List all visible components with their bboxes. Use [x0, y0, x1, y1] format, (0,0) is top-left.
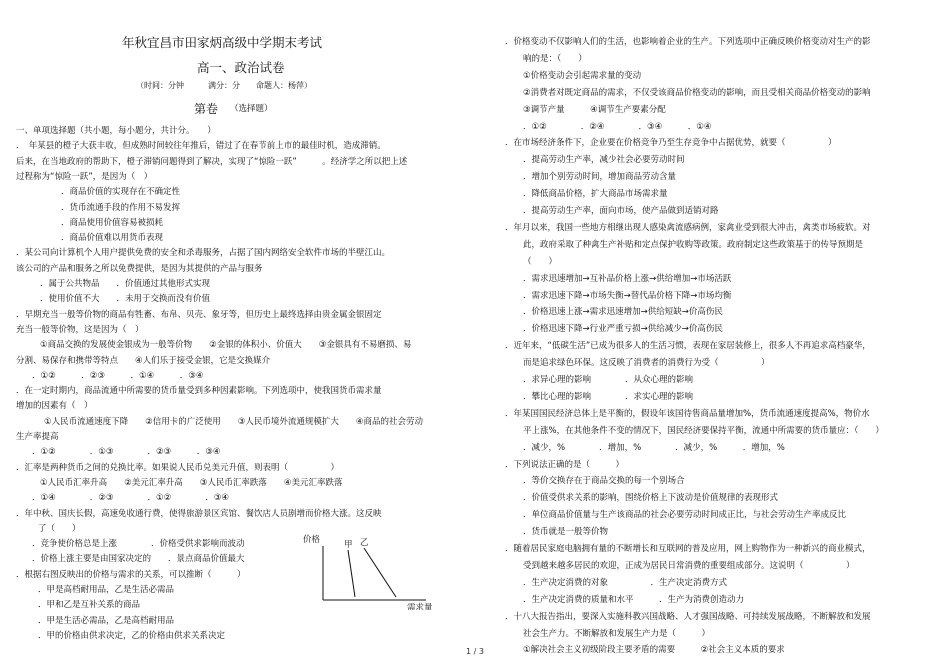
text-line: 而是追求绿色环保。这反映了消费者的消费行为受（ ） — [523, 358, 770, 369]
text-line: 生产率提高 — [16, 432, 59, 442]
text-line: ③调节产量 ④调节生产要素分配 — [523, 104, 666, 115]
text-line: ．甲的价格由供求决定，乙的价格由供求关系决定 — [38, 630, 226, 641]
text-line: 响的是：（ ） — [523, 53, 587, 64]
text-line: ．降低商品价格，扩大商品市场需求量 — [523, 189, 668, 200]
text-line: ①价格变动会引起需求量的变动 — [523, 70, 642, 81]
price-demand-figure — [300, 528, 440, 610]
text-line: ①商品交换的发展使金银成为一般等价物 ②金银的体积小、价值大 ③金银具有不易磨损、易 — [40, 340, 412, 351]
text-line: 该公司的产品和服务之所以免费提供，是因为其提供的产品与服务 — [16, 263, 263, 274]
section-note: （选择题） — [230, 104, 273, 114]
text-line: ．提高劳动生产率，减少社会必要劳动时间 — [523, 155, 685, 166]
curve-b — [364, 548, 396, 597]
text-line: ．求异心理的影响 ．从众心理的影响 — [523, 375, 694, 385]
text-line: ．增加个别劳动时间，增加商品劳动含量 — [523, 172, 677, 183]
text-line: ．价格变动不仅影响人们的生活，也影响着企业的生产。下列选项中正确反映价格变动对生产的影 — [505, 37, 871, 47]
text-line: ．甲和乙是互补关系的商品 — [38, 600, 141, 611]
text-line: ．在一定时期内，商品流通中所需要的货币量受到多种因素影响。下列选项中，使我国货币需求量 — [16, 386, 382, 397]
text-line: ．商品价值难以用货币表现 — [61, 233, 164, 244]
text-line: 一、单项选择题（共小题，每小题分，共计分。 ） — [16, 126, 216, 136]
text-line: ．甲是高档耐用品，乙是生活必需品 — [38, 585, 175, 595]
text-line: ①人民币流通速度下降 ②信用卡的广泛使用 ③人民币境外流通规模扩大 ④商品的社会劳动 — [44, 416, 423, 427]
text-line: ．商品价值的实现存在不确定性 — [61, 187, 181, 198]
text-line: 过程称为“惊险一跃”，是因为（ ） — [16, 171, 153, 182]
text-line: ①人民币汇率升高 ②美元汇率升高 ③人民币汇率跌落 ④美元汇率跌落 — [40, 477, 343, 488]
text-line: ．年中秋、国庆长假，高速免收通行费，使得旅游景区宾馆、餐饮店人员剧增而价格大涨。这反映 — [16, 508, 382, 519]
text-line: ．提高劳动生产率，面向市场，使产品做到适销对路 — [523, 206, 719, 216]
text-line: ．甲是生活必需品，乙是高档耐用品 — [38, 615, 175, 626]
curve-b-label: 乙 — [360, 538, 369, 548]
text-line: 后来，在当地政府的帮助下，橙子滞销问题得到了解决，实现了“惊险一跃” 。经济学之所以把上述 — [16, 156, 408, 167]
text-line: ．商品使用价值容易被损耗 — [61, 217, 164, 228]
text-line: ．早期充当一般等价物的商品有牲畜、布帛、贝壳、象牙等，但历史上最终选择由贵金属金银固定 — [16, 309, 382, 320]
exam-subtitle: 高一、政治试卷 — [197, 60, 285, 75]
text-line: ．货币就是一般等价物 — [523, 527, 609, 538]
text-line: （ ） — [523, 256, 558, 267]
text-line: 分割、易保存和携带等特点 ④人们乐于接受金银，它是交换媒介 — [16, 355, 271, 366]
text-line: ．价格迅速上涨→需求迅速增加→供给短缺→价高伤民 — [523, 307, 723, 318]
text-line: ．竞争使价格总是上涨 ．价格受供求影响而波动 — [32, 539, 245, 550]
text-line: ．减少，% ．增加，% ．减少，% ．增加，% — [523, 442, 785, 453]
text-line: ②消费者对既定商品的需求，不仅受该商品价格变动的影响，而且受相关商品价格变动的影响 — [523, 87, 871, 98]
page-number: 1 / 3 — [466, 647, 484, 656]
text-line: ．价值受供求关系的影响，围绕价格上下波动是价值规律的表现形式 — [523, 493, 779, 504]
figure-y-label: 价格 — [303, 535, 321, 545]
text-line: 受到越来越多居民的欢迎，正成为居民日常消费的重要组成部分。这说明（ ） — [523, 560, 855, 571]
text-line: ．①② ．①③ ．②③ ．③④ — [32, 447, 221, 458]
text-line: ．攀比心理的影响 ．求实心理的影响 — [523, 391, 694, 402]
text-line: ． 年某县的橙子大获丰收，但成熟时间较往年推后，错过了在春节前上市的最佳时机，造成滞销。 — [16, 141, 386, 152]
text-line: ．生产决定消费的对象 ．生产决定消费方式 — [523, 577, 728, 588]
text-line: ．汇率是两种货币之间的兑换比率。如果说人民币兑美元升值，则表明（ ） — [16, 462, 340, 473]
text-line: 增加的因素有（ ） — [16, 401, 93, 412]
text-line: ．年某国国民经济总体上是平衡的，假设年该国待售商品量增加%，货币流通速度提高%，物价水 — [505, 408, 870, 419]
text-line: ．属于公共物品 ．价值通过其他形式实现 — [40, 279, 211, 289]
curve-a — [348, 550, 355, 597]
exam-title: 年秋宜昌市田家炳高级中学期末考试 — [122, 35, 323, 50]
text-line: ．单位商品价值量与生产该商品的社会必要劳动时间成正比，与社会劳动生产率成反比 — [523, 510, 847, 521]
text-line: ．下列说法正确的是（ ） — [505, 459, 625, 470]
text-line: ．价格上涨主要是由国家决定的 ．景点商品价值最大 — [32, 554, 245, 565]
text-line: ．需求迅速增加→互补品价格上涨→供给增加→市场活跃 — [523, 273, 732, 284]
text-line: ．①② ．②④ ．③④ ．①④ — [523, 121, 712, 132]
text-line: ．在市场经济条件下，企业要在价格竞争乃至生存竞争中占据优势，就要（ ） — [505, 138, 837, 149]
text-line: ．价格迅速下降→行业严重亏损→供给减少→价高伤民 — [523, 324, 723, 335]
exam-info: （时间：分钟 满分：分 命题人：杨萍） — [136, 81, 312, 90]
text-line: 社会生产力。不断解放和发展生产力是（ ） — [523, 628, 711, 639]
text-line: 平上涨%，在其他条件不变的情况下，国民经济要保持平衡，流通中所需要的货币量应：（ ） — [523, 425, 884, 436]
figure-x-label: 需求量 — [407, 603, 433, 610]
text-line: ．十八大报告指出，要深入实施科教兴国战略、人才强国战略、可持续发展战略，不断解放和发展 — [505, 611, 871, 622]
text-line: 了（ ） — [38, 523, 81, 534]
text-line: ．需求迅速下降→市场失衡→替代品价格下降→市场均衡 — [523, 290, 732, 301]
text-line: ①解决社会主义初级阶段主要矛盾的需要 ②社会主义本质的要求 — [523, 645, 785, 656]
text-line: ．使用价值不大 ．未用于交换而没有价值 — [40, 294, 211, 305]
text-line: ．近年来，“低碳生活”已成为很多人的生活习惯，表现在家居装修上，很多人不再追求高档豪华， — [505, 341, 871, 352]
text-line: ．生产决定消费的质量和水平 ．生产为消费创造动力 — [523, 594, 745, 605]
text-line: ．①② ．②③ ．①④ ．③④ — [32, 370, 204, 381]
text-line: ．①④ ．②③ ．①② ．③④ — [32, 493, 229, 504]
curve-a-label: 甲 — [344, 540, 353, 550]
text-line: ．年月以来，我国一些地方相继出现人感染禽流感病例，家禽业受到很大冲击，禽类市场疲软。对 — [505, 222, 871, 233]
section-title: 第卷 — [194, 102, 219, 116]
text-line: ．货币流通手段的作用不易发挥 — [61, 202, 181, 213]
text-line: 充当一般等价物，这是因为（ ） — [16, 324, 144, 335]
text-line: 此，政府采取了种禽生产补贴和定点保护收购等政策。政府制定这些政策基于的传导预期是 — [523, 239, 864, 250]
text-line: ．等价交换存在于商品交换的每一个别场合 — [523, 476, 685, 487]
text-line: ．某公司向计算机个人用户提供免费的安全和杀毒服务，占据了国内网络安全软件市场的半壁江山。 — [16, 248, 391, 259]
text-line: ．根据右图反映出的价格与需求的关系，可以推断（ ） — [16, 569, 246, 580]
text-line: ．随着居民家庭电脑拥有量的不断增长和互联网的普及应用，网上购物作为一种新兴的商业模式， — [505, 544, 871, 554]
